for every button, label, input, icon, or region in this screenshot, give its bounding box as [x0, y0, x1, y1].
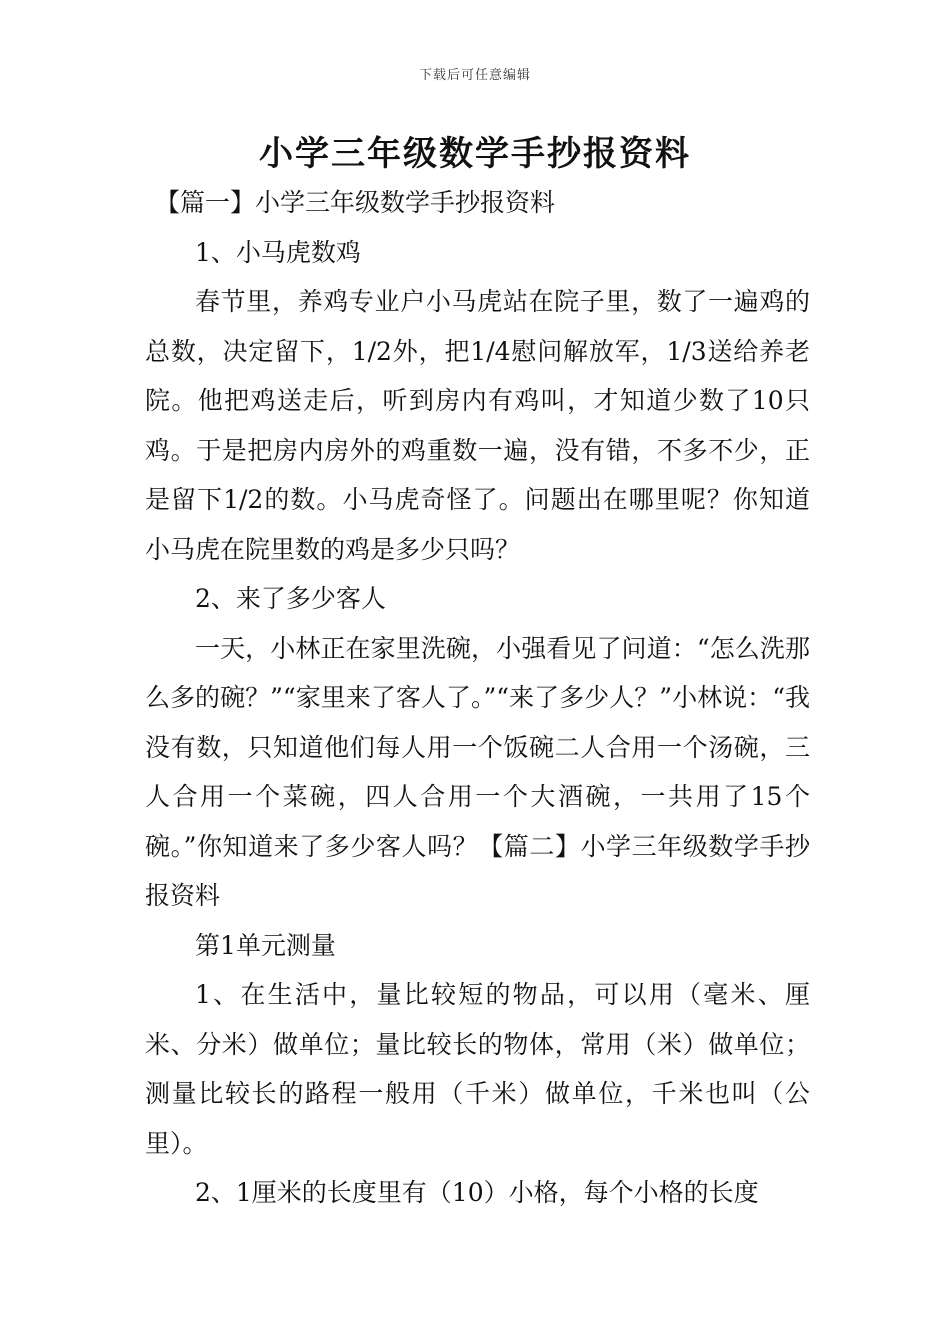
unit-point-1: 1、在生活中，量比较短的物品，可以用（毫米、厘米、分米）做单位；量比较长的物体，常用（米）做单位；测量比较长的路程一般用（千米）做单位，千米也叫（公里）。 [145, 980, 810, 1158]
page-title: 小学三年级数学手抄报资料 [259, 134, 691, 174]
problem-heading-2: 2、来了多少客人 [195, 584, 386, 613]
unit-point-2: 2、1厘米的长度里有（10）小格，每个小格的长度 [195, 1178, 759, 1207]
header-note: 下载后可任意编辑 [418, 68, 531, 83]
document-body [145, 178, 810, 1218]
problem-text-2: 一天，小林正在家里洗碗，小强看见了问道：“怎么洗那么多的碗？”“家里来了客人了。”“来了多少人？”小林说：“我没有数，只知道他们每人用一个饭碗二人合用一个汤碗，三人合用一个菜碗，四人合用一个大酒碗，一共用了15个碗。”你知道来了多少客人吗？【篇二】小学三年级数学手抄报资料 [145, 633, 810, 910]
section-heading-part-one: 【篇一】小学三年级数学手抄报资料 [155, 188, 556, 217]
unit-heading: 第1单元测量 [195, 930, 336, 960]
problem-text-1: 春节里，养鸡专业户小马虎站在院子里，数了一遍鸡的总数，决定留下，1/2外，把1/4慰问解放军，1/3送给养老院。他把鸡送走后，听到房内有鸡叫，才知道少数了10只鸡。于是把房内房外的鸡重数一遍，没有错，不多不少，正是留下1/2的数。小马虎奇怪了。问题出在哪里呢？你知道小马虎在院里数的鸡是多少只吗？ [145, 287, 810, 564]
problem-heading-1: 1、小马虎数鸡 [195, 237, 361, 267]
